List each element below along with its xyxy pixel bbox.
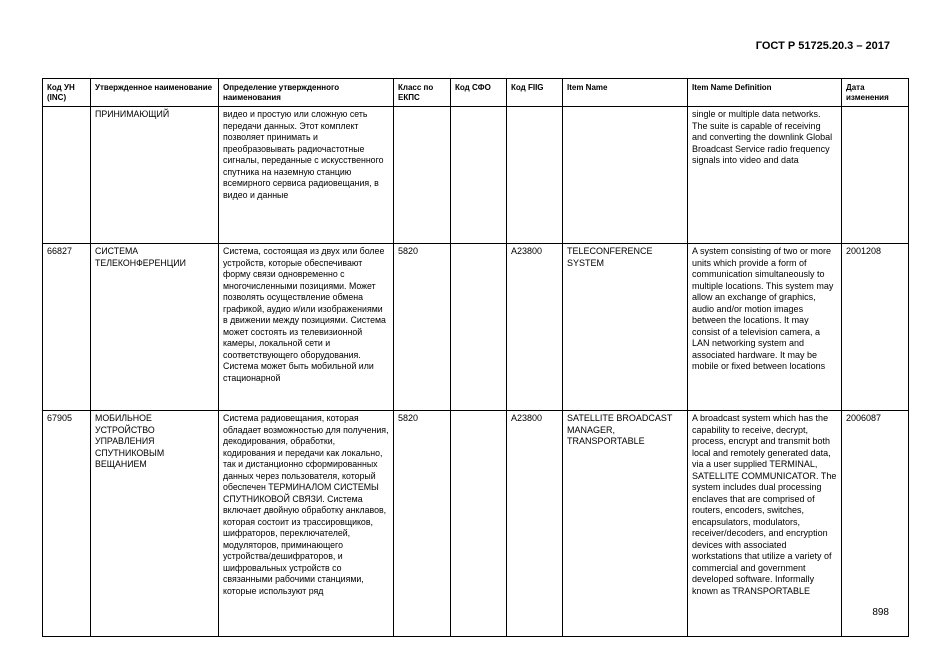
cell-date — [842, 107, 909, 244]
cell-date: 2006087 — [842, 411, 909, 637]
cell-sfo — [451, 107, 507, 244]
column-header-date: Дата изменения — [842, 79, 909, 107]
cell-definition-en: single or multiple data networks. The suite is capable of receiving and converting the downlink Global Broadcast Service radio frequency signals into video and data — [688, 107, 842, 244]
column-header-inc: Код УН (INC) — [43, 79, 91, 107]
cell-definition-en: A broadcast system which has the capability to receive, decrypt, process, encrypt and transmit both local and remotely generated data, via a user supplied TERMINAL, SATELLITE COMMUNICATOR. The system includes dual processing enclaves that are comprised of routers, encoders, switches, encapsulators, modulators, receiver/decoders, and encryption devices with associated workstations that utilize a variety of commercial and government developed software. Informally known as TRANSPORTABLE — [688, 411, 842, 637]
cell-definition-ru: Система, состоящая из двух или более устройств, которые обеспечивают форму связи одновременно с многочисленными позициями. Может позволять осуществление обмена графикой, аудио и/или изображениями в движении между позициями. Система может состоять из телевизионной камеры, локальной сети и соответствующего оборудования. Система может быть мобильной или стационарной — [219, 244, 394, 411]
column-header-sfo: Код СФО — [451, 79, 507, 107]
cell-sfo — [451, 411, 507, 637]
cell-fiig: A23800 — [507, 411, 563, 637]
page-number: 898 — [872, 607, 889, 618]
cell-date: 2001208 — [842, 244, 909, 411]
cell-definition-en: A system consisting of two or more units which provide a form of communication simultaneously to multiple locations. This system may allow an exchange of graphics, audio and/or motion images between the locations. It may consist of a television camera, a LAN networking system and associated hardware. It may be mobile or fixed between locations — [688, 244, 842, 411]
table-header-row — [43, 79, 909, 107]
cell-item-name: TELECONFERENCE SYSTEM — [563, 244, 688, 411]
cell-item-name: SATELLITE BROADCAST MANAGER, TRANSPORTABLE — [563, 411, 688, 637]
cell-class: 5820 — [394, 244, 451, 411]
cell-inc: 67905 — [43, 411, 91, 637]
table-row — [43, 411, 909, 637]
cell-approved-name: МОБИЛЬНОЕ УСТРОЙСТВО УПРАВЛЕНИЯ СПУТНИКОВЫМ ВЕЩАНИЕМ — [91, 411, 219, 637]
column-header-approved-name: Утвержденное наименование — [91, 79, 219, 107]
cell-inc — [43, 107, 91, 244]
column-header-class: Класс по ЕКПС — [394, 79, 451, 107]
cell-item-name — [563, 107, 688, 244]
cell-class: 5820 — [394, 411, 451, 637]
cell-sfo — [451, 244, 507, 411]
column-header-item-name-definition: Item Name Definition — [688, 79, 842, 107]
column-header-item-name: Item Name — [563, 79, 688, 107]
table-row — [43, 107, 909, 244]
cell-inc: 66827 — [43, 244, 91, 411]
cell-fiig: A23800 — [507, 244, 563, 411]
column-header-fiig: Код FIIG — [507, 79, 563, 107]
cell-approved-name: ПРИНИМАЮЩИЙ — [91, 107, 219, 244]
cell-definition-ru: видео и простую или сложную сеть передачи данных. Этот комплект позволяет принимать и преобразовывать радиочастотные сигналы, переданные с искусственного спутника на наземную станцию всемирного сервиса радиовещания, в видео и данные — [219, 107, 394, 244]
cell-class — [394, 107, 451, 244]
column-header-definition: Определение утвержденного наименования — [219, 79, 394, 107]
cell-approved-name: СИСТЕМА ТЕЛЕКОНФЕРЕНЦИИ — [91, 244, 219, 411]
cell-fiig — [507, 107, 563, 244]
definitions-table — [42, 78, 909, 637]
table-row — [43, 244, 909, 411]
document-code: ГОСТ Р 51725.20.3 – 2017 — [755, 40, 890, 52]
cell-definition-ru: Система радиовещания, которая обладает возможностью для получения, декодирования, обработки, кодирования и передачи как локально, так и дистанционно сформированных данных через пользователя, который обеспечен ТЕРМИНАЛОМ СИСТЕМЫ СПУТНИКОВОЙ СВЯЗИ. Система включает двойную обработку анклавов, которая состоит из трассировщиков, шифраторов, переключателей, модуляторов, приминающего устройства/дешифраторов, и шифровальных устройств со связанными рабочими станциями, которые используют ряд — [219, 411, 394, 637]
